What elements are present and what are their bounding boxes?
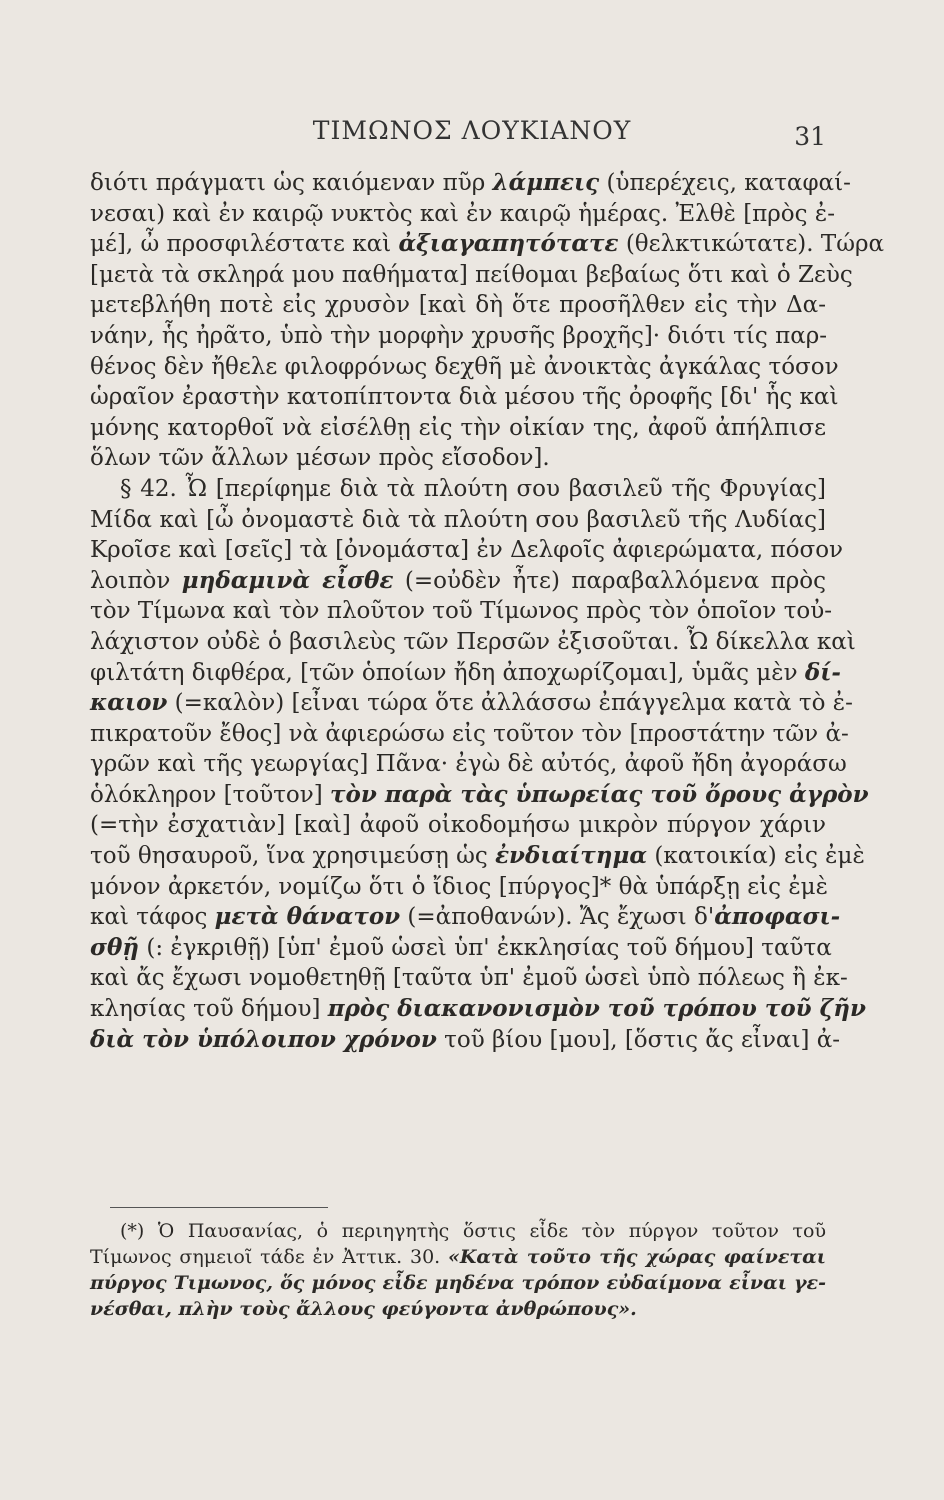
text-segment: λάχιστον οὐδὲ ὁ βασιλεὺς τῶν Περσῶν ἐξισοῦται. Ὦ δίκελλα καὶ <box>90 628 856 655</box>
body-text <box>90 168 885 1055</box>
text-line <box>90 963 848 994</box>
text-segment: νάην, ἧς ἠρᾶτο, ὑπὸ τὴν μορφὴν χρυσῆς βροχῆς]· διότι τίς παρ- <box>90 322 828 349</box>
text-line <box>90 810 826 841</box>
footnote-line <box>90 1244 826 1270</box>
text-line <box>90 290 826 321</box>
text-line <box>90 443 826 474</box>
text-segment: [μετὰ τὰ σκληρά μου παθήματα] πείθομαι βεβαίως ὅτι καὶ ὁ Ζεὺς <box>90 261 853 288</box>
footnote-line <box>90 1218 826 1244</box>
text-line <box>90 596 833 627</box>
emphasized-text: νέσθαι, πλὴν τοὺς ἄλλους φεύγοντα ἀνθρώπους». <box>90 1298 637 1320</box>
emphasized-text: καιον <box>90 689 168 717</box>
text-segment: πικρατοῦν ἔθος] νὰ ἀφιερώσω εἰς τοῦτον τὸν [προστάτην τῶν ἀ- <box>90 720 849 747</box>
emphasized-text: τὸν παρὰ τὰς ὑπωρείας τοῦ ὄρους ἀγρὸν <box>330 780 869 808</box>
text-line <box>90 933 832 964</box>
text-segment: μετεβλήθη ποτὲ εἰς χρυσὸν [καὶ δὴ ὅτε προσῆλθεν εἰς τὴν Δα- <box>90 292 826 319</box>
emphasized-text: «Κατὰ τοῦτο τῆς χώρας φαίνεται <box>448 1246 826 1268</box>
text-line <box>90 658 841 689</box>
footnote-line <box>90 1296 826 1322</box>
text-segment: λοιπὸν <box>90 567 182 594</box>
emphasized-text: μηδαμινὰ εἶσθε <box>181 566 394 594</box>
text-line <box>90 382 839 413</box>
page-header <box>0 112 944 152</box>
emphasized-text: ἐνδιαίτημα <box>495 842 648 870</box>
text-segment: μέ], ὦ προσφιλέστατε καὶ <box>90 231 399 258</box>
text-line <box>90 199 835 230</box>
text-segment: θένος δὲν ἤθελε φιλοφρόνως δεχθῆ μὲ ἀνοικτὰς ἀγκάλας τόσον <box>90 353 839 380</box>
emphasized-text: δί- <box>804 658 841 686</box>
text-line <box>90 474 826 505</box>
text-segment: τοῦ βίου [μου], [ὅστις ἄς εἶναι] ἀ- <box>436 1026 841 1053</box>
page-number: 31 <box>794 122 826 151</box>
text-line <box>90 566 826 597</box>
text-line <box>90 260 853 291</box>
text-line <box>90 229 885 260</box>
text-segment: φιλτάτη διφθέρα, [τῶν ὁποίων ἤδη ἀποχωρίζομαι], ὑμᾶς μὲν <box>90 659 805 686</box>
text-segment: Τίμωνος σημειοῖ τάδε ἐν Ἀττικ. 30. <box>90 1246 449 1268</box>
text-segment: ὁλόκληρον [τοῦτον] <box>90 781 331 808</box>
running-head: ΤΙΜΩΝΟΣ ΛΟΥΚΙΑΝΟΥ <box>312 116 632 145</box>
text-segment: (=τὴν ἐσχατιὰν] [καὶ] ἀφοῦ οἰκοδομήσω μικρὸν πύργον χάριν <box>90 812 826 839</box>
emphasized-text: λάμπεις <box>492 169 600 196</box>
text-segment: διότι πράγματι ὡς καιόμεναν πῦρ <box>90 170 493 196</box>
text-line <box>90 872 826 903</box>
text-segment: καὶ τάφος <box>90 904 215 931</box>
text-segment: μόνον ἀρκετόν, νομίζω ὅτι ὁ ἴδιος [πύργος]* θὰ ὑπάρξῃ εἰς ἐμὲ <box>90 873 828 900</box>
text-segment: (=οὐδὲν ἦτε) παραβαλλόμενα πρὸς <box>393 567 827 594</box>
text-line <box>90 688 853 719</box>
text-segment: τοῦ θησαυροῦ, ἵνα χρησιμεύσῃ ὡς <box>90 843 496 870</box>
text-segment: (κατοικία) εἰς ἐμὲ <box>647 843 865 870</box>
text-segment: κλησίας τοῦ δήμου] <box>90 996 328 1023</box>
emphasized-text: μετὰ θάνατον <box>214 903 401 931</box>
text-segment: (=ἀποθανών). Ἄς ἔχωσι δ' <box>400 904 715 931</box>
text-segment: ὅλων τῶν ἄλλων μέσων πρὸς εἴσοδον]. <box>90 445 550 472</box>
text-line <box>90 505 826 536</box>
text-segment: νεσαι) καὶ ἐν καιρῷ νυκτὸς καὶ ἐν καιρῷ ἡμέρας. Ἐλθὲ [πρὸς ἐ- <box>90 200 835 227</box>
text-segment: Μίδα καὶ [ὦ ὀνομαστὲ διὰ τὰ πλούτη σου βασιλεῦ τῆς Λυδίας] <box>90 506 826 533</box>
text-segment: (: ἐγκριθῇ) [ὑπ' ἐμοῦ ὡσεὶ ὑπ' ἐκκλησίας τοῦ δήμου] ταῦτα <box>139 934 832 961</box>
text-segment: ὡραῖον ἐραστὴν κατοπίπτοντα διὰ μέσου τῆς ὀροφῆς [δι' ἧς καὶ <box>90 384 839 411</box>
text-line <box>90 535 844 566</box>
text-line <box>90 1025 841 1056</box>
text-line <box>90 168 851 199</box>
text-line <box>90 352 839 383</box>
text-segment: (ὑπερέχεις, καταφαί- <box>599 170 851 196</box>
text-segment: καὶ ἄς ἔχωσι νομοθετηθῇ [ταῦτα ὑπ' ἐμοῦ ὡσεὶ ὑπὸ πόλεως ἢ ἐκ- <box>90 965 848 992</box>
footnote-line <box>90 1270 826 1296</box>
text-line <box>90 413 826 444</box>
emphasized-text: ἀξιαγαπητότατε <box>398 230 619 258</box>
text-line <box>90 841 865 872</box>
text-segment: γρῶν καὶ τῆς γεωργίας] Πᾶνα· ἐγὼ δὲ αὐτός, ἀφοῦ ἤδη ἀγοράσω <box>90 751 847 778</box>
text-segment: τὸν Τίμωνα καὶ τὸν πλοῦτον τοῦ Τίμωνος πρὸς τὸν ὁποῖον τοὐ- <box>90 598 833 625</box>
emphasized-text: ἀποφασι- <box>714 903 841 931</box>
footnote-divider <box>110 1207 328 1208</box>
emphasized-text: πύργος Τιμωνος, ὅς μόνος εἶδε μηδένα τρόπον εὐδαίμονα εἶναι γε- <box>90 1272 826 1294</box>
footnote <box>90 1218 826 1322</box>
text-line <box>90 321 826 352</box>
text-segment: (=καλὸν) [εἶναι τώρα ὅτε ἀλλάσσω ἐπάγγελμα κατὰ τὸ ἐ- <box>167 690 853 717</box>
text-line <box>90 719 849 750</box>
text-line <box>90 994 866 1025</box>
text-line <box>90 627 856 658</box>
text-segment: Κροῖσε καὶ [σεῖς] τὰ [ὀνομάστα] ἐν Δελφοῖς ἀφιερώματα, πόσον <box>90 537 844 564</box>
emphasized-text: πρὸς διακανονισμὸν τοῦ τρόπου τοῦ ζῆν <box>327 995 866 1023</box>
text-line <box>90 902 841 933</box>
text-segment: § 42. Ὦ [περίφημε διὰ τὰ πλούτη σου βασιλεῦ τῆς Φρυγίας] <box>120 475 826 502</box>
text-line <box>90 749 847 780</box>
text-segment: μόνης κατορθοῖ νὰ εἰσέλθῃ εἰς τὴν οἰκίαν της, ἀφοῦ ἀπήλπισε <box>90 414 826 441</box>
emphasized-text: σθῇ <box>90 933 140 961</box>
text-segment: (θελκτικώτατε). Τώρα <box>618 231 885 258</box>
text-line <box>90 780 869 811</box>
text-segment: (*) Ὁ Παυσανίας, ὁ περιηγητὴς ὅστις εἶδε τὸν πύργον τοῦτον τοῦ <box>120 1220 826 1242</box>
emphasized-text: διὰ τὸν ὑπόλοιπον χρόνον <box>90 1025 437 1053</box>
